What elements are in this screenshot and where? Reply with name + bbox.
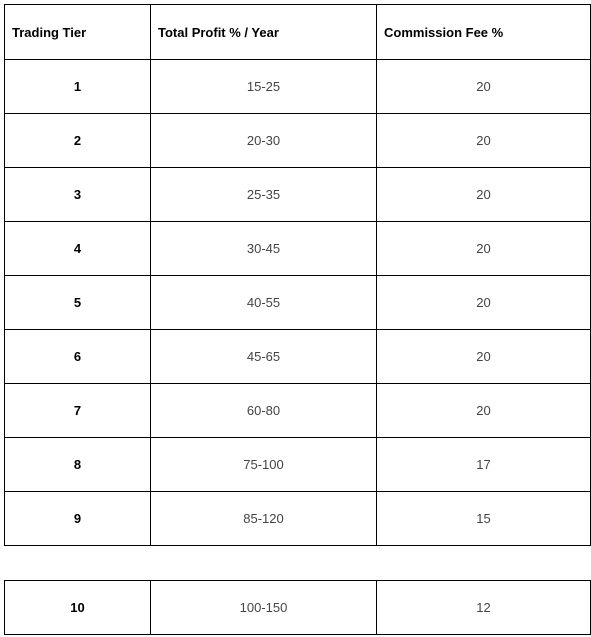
table-row [5, 581, 591, 635]
fee-cell: 15 [377, 492, 591, 546]
profit-cell: 75-100 [151, 438, 377, 492]
profit-cell: 40-55 [151, 276, 377, 330]
tier-cell: 5 [5, 276, 151, 330]
fee-cell: 20 [377, 276, 591, 330]
fee-cell: 20 [377, 222, 591, 276]
table-body [5, 60, 591, 546]
fee-cell: 20 [377, 114, 591, 168]
table-row [5, 438, 591, 492]
fee-cell: 12 [377, 581, 591, 635]
profit-cell: 60-80 [151, 384, 377, 438]
fee-cell: 20 [377, 168, 591, 222]
profit-cell: 25-35 [151, 168, 377, 222]
table-row [5, 384, 591, 438]
tier-cell: 8 [5, 438, 151, 492]
profit-cell: 20-30 [151, 114, 377, 168]
header-total-profit: Total Profit % / Year [151, 5, 377, 60]
fee-cell: 20 [377, 330, 591, 384]
table-row [5, 114, 591, 168]
trading-tier-table [4, 4, 591, 546]
table-row [5, 276, 591, 330]
trading-tier-table-extra [4, 580, 591, 635]
tier-cell: 4 [5, 222, 151, 276]
header-commission-fee: Commission Fee % [377, 5, 591, 60]
tier-cell: 3 [5, 168, 151, 222]
table-row [5, 60, 591, 114]
header-trading-tier: Trading Tier [5, 5, 151, 60]
table-row [5, 492, 591, 546]
profit-cell: 85-120 [151, 492, 377, 546]
tier-cell: 1 [5, 60, 151, 114]
table-header-row [5, 5, 591, 60]
table-body-extra [5, 581, 591, 635]
profit-cell: 100-150 [151, 581, 377, 635]
tier-cell: 2 [5, 114, 151, 168]
table-row [5, 222, 591, 276]
tier-cell: 9 [5, 492, 151, 546]
table-row [5, 330, 591, 384]
fee-cell: 20 [377, 384, 591, 438]
profit-cell: 30-45 [151, 222, 377, 276]
table-row [5, 168, 591, 222]
fee-cell: 20 [377, 60, 591, 114]
fee-cell: 17 [377, 438, 591, 492]
profit-cell: 45-65 [151, 330, 377, 384]
profit-cell: 15-25 [151, 60, 377, 114]
tier-cell: 10 [5, 581, 151, 635]
tier-cell: 6 [5, 330, 151, 384]
tier-cell: 7 [5, 384, 151, 438]
